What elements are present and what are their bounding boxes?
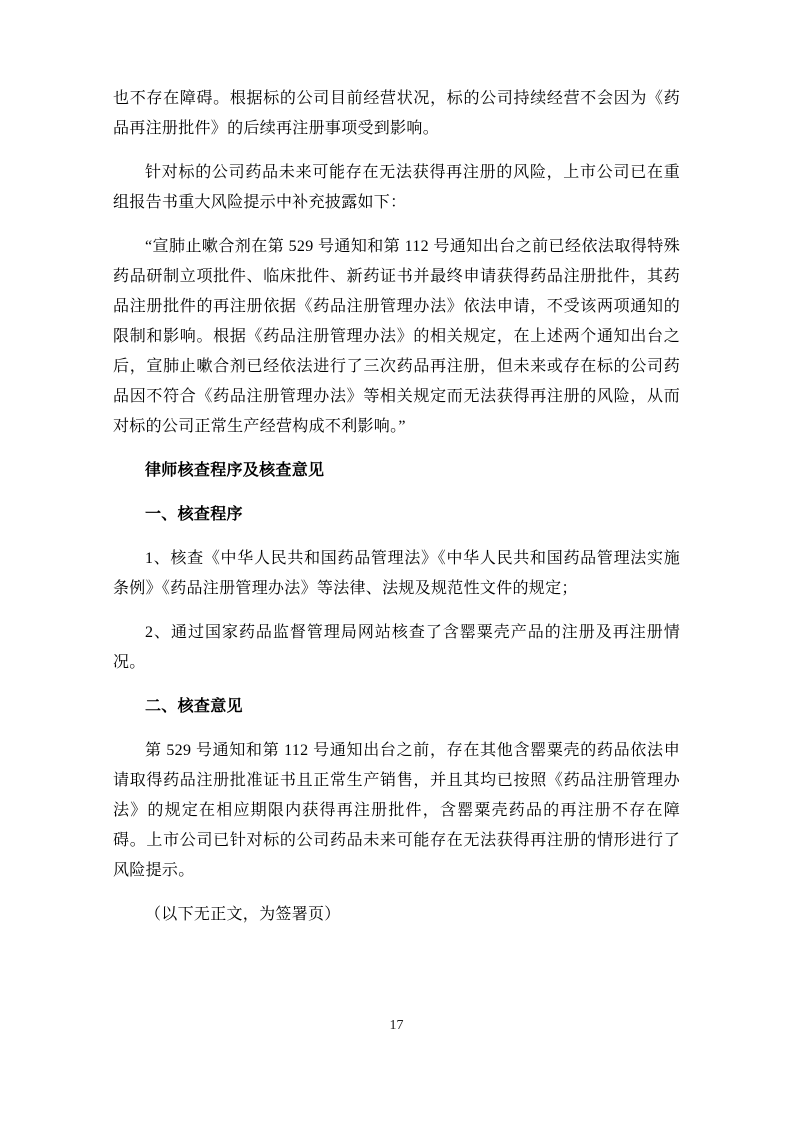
paragraph-procedure-item-1: 1、核查《中华人民共和国药品管理法》《中华人民共和国药品管理法实施条例》《药品注册管理办法》等法律、法规及规范性文件的规定； — [113, 550, 680, 597]
paragraph-no-further-text-note: （以下无正文，为签署页） — [145, 906, 341, 923]
paragraph-risk-intro: 针对标的公司药品未来可能存在无法获得再注册的风险，上市公司已在重组报告书重大风险提示中补充披露如下： — [113, 164, 680, 211]
paragraph-procedure-item-2: 2、通过国家药品监督管理局网站核查了含罂粟壳产品的注册及再注册情况。 — [113, 624, 680, 671]
subsection-heading-verification-procedure: 一、核查程序 — [145, 506, 243, 523]
document-body — [113, 84, 680, 930]
subsection-heading-verification-opinion: 二、核查意见 — [145, 698, 243, 715]
paragraph-quoted-disclosure: “宣肺止嗽合剂在第 529 号通知和第 112 号通知出台之前已经依法取得特殊药品研制立项批件、临床批件、新药证书并最终申请获得药品注册批件，其药品注册批件的再注册依据《药品注册管理办法》依法申请，不受该两项通知的限制和影响。根据《药品注册管理办法》的相关规定，在上述两个通知出台之后，宣肺止嗽合剂已经依法进行了三次药品再注册，但未来或存在标的公司药品因不符合《药品注册管理办法》等相关规定而无法获得再注册的风险，从而对标的公司正常生产经营构成不利影响。” — [113, 238, 680, 435]
section-heading-lawyer-verification: 律师核查程序及核查意见 — [145, 462, 325, 479]
page-number: 17 — [389, 1018, 404, 1033]
paragraph-opinion: 第 529 号通知和第 112 号通知出台之前，存在其他含罂粟壳的药品依法申请取得药品注册批准证书且正常生产销售，并且其均已按照《药品注册管理办法》的规定在相应期限内获得再注册批件，含罂粟壳药品的再注册不存在障碍。上市公司已针对标的公司药品未来可能存在无法获得再注册的情形进行了风险提示。 — [113, 742, 680, 879]
paragraph-continuation: 也不存在障碍。根据标的公司目前经营状况，标的公司持续经营不会因为《药品再注册批件》的后续再注册事项受到影响。 — [113, 90, 680, 137]
